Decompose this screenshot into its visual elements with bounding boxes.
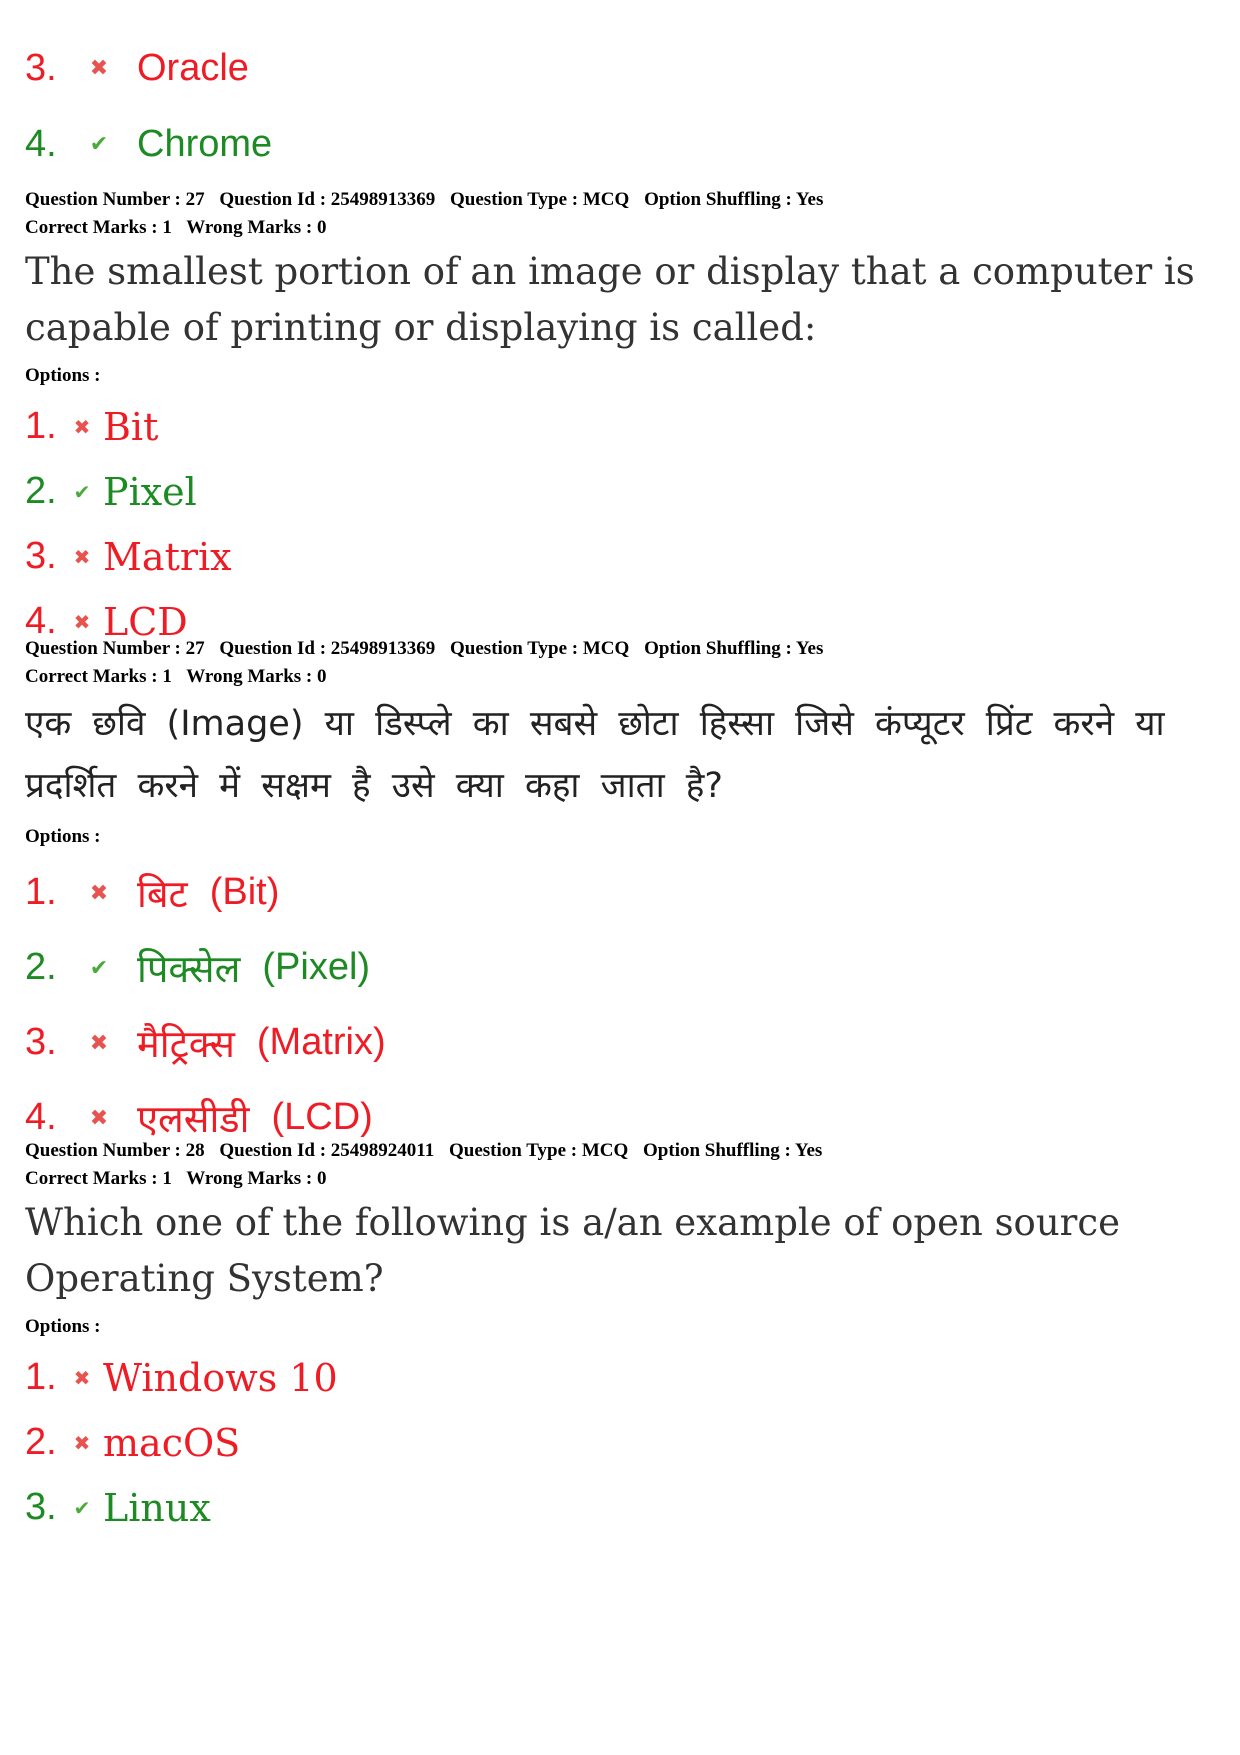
option-shuffling: Option Shuffling : Yes xyxy=(644,189,824,210)
option-number: 3. xyxy=(25,535,57,577)
check-icon: ✔ xyxy=(89,131,109,156)
option-number: 4. xyxy=(25,122,57,165)
option-2 xyxy=(25,1410,1225,1475)
option-1 xyxy=(25,394,1225,459)
option-text: Matrix xyxy=(103,534,232,579)
option-number: 3. xyxy=(25,46,57,89)
cross-icon: ✖ xyxy=(73,1365,91,1390)
option-number: 1. xyxy=(25,871,57,913)
option-text: Oracle xyxy=(137,46,249,89)
question-marks xyxy=(25,214,1225,242)
option-2 xyxy=(25,459,1225,524)
question-number: Question Number : 28 xyxy=(25,1140,205,1161)
option-3 xyxy=(25,524,1225,589)
option-3 xyxy=(25,1475,1225,1540)
question-number: Question Number : 27 xyxy=(25,189,205,210)
option-text: Chrome xyxy=(137,122,273,165)
option-number: 2. xyxy=(25,946,57,988)
wrong-marks: Wrong Marks : 0 xyxy=(186,217,327,238)
cross-icon: ✖ xyxy=(73,414,91,439)
option-text: (Matrix) xyxy=(256,1021,386,1063)
option-number: 1. xyxy=(25,405,57,447)
cross-icon: ✖ xyxy=(73,544,91,569)
wrong-marks: Wrong Marks : 0 xyxy=(186,666,327,687)
option-text: LCD xyxy=(103,599,188,644)
option-number: 4. xyxy=(25,1096,57,1138)
option-text-hindi: पिक्सेल xyxy=(137,948,241,991)
cross-icon: ✖ xyxy=(89,55,109,80)
option-number: 3. xyxy=(25,1486,57,1528)
question-text: Which one of the following is a/an example of open source Operating System? xyxy=(25,1201,1120,1300)
option-text: Bit xyxy=(103,404,159,449)
option-number: 1. xyxy=(25,1356,57,1398)
option-number: 3. xyxy=(25,1021,57,1063)
option-text: Linux xyxy=(103,1485,211,1530)
option-number: 2. xyxy=(25,470,57,512)
question-meta xyxy=(25,635,1225,663)
option-text-hindi: एलसीडी xyxy=(137,1098,250,1141)
cross-icon: ✖ xyxy=(89,1029,109,1055)
question-block xyxy=(25,186,1225,654)
option-text: (Bit) xyxy=(209,871,280,913)
option-number: 4. xyxy=(25,600,57,642)
option-text: (LCD) xyxy=(271,1096,373,1138)
question-id: Question Id : 25498924011 xyxy=(219,1140,435,1161)
question-id: Question Id : 25498913369 xyxy=(219,638,436,659)
option-text: Pixel xyxy=(103,469,197,514)
option-text: macOS xyxy=(103,1420,241,1465)
question-block xyxy=(25,1137,1225,1540)
previous-question-options xyxy=(25,30,272,182)
question-meta xyxy=(25,1137,1225,1165)
question-number: Question Number : 27 xyxy=(25,638,205,659)
cross-icon: ✖ xyxy=(73,1430,91,1455)
check-icon: ✔ xyxy=(73,1495,91,1520)
question-text: एक छवि (Image) या डिस्प्ले का सबसे छोटा हिस्सा जिसे कंप्यूटर प्रिंट करने या प्रदर्शित करने में सक्षम है उसे क्या कहा जाता है? xyxy=(25,704,1165,806)
cross-icon: ✖ xyxy=(73,609,91,634)
option-3 xyxy=(25,1005,1225,1080)
option-1 xyxy=(25,1345,1225,1410)
question-block-hindi xyxy=(25,635,1225,1155)
check-icon: ✔ xyxy=(89,954,109,980)
question-text: The smallest portion of an image or display that a computer is capable of printing or displaying is called: xyxy=(25,250,1195,349)
question-marks xyxy=(25,1165,1225,1193)
options-label: Options : xyxy=(25,365,101,386)
option-number: 2. xyxy=(25,1421,57,1463)
options-label: Options : xyxy=(25,1316,101,1337)
correct-marks: Correct Marks : 1 xyxy=(25,666,172,687)
option-text: (Pixel) xyxy=(262,946,371,988)
question-type: Question Type : MCQ xyxy=(448,1140,629,1161)
question-marks xyxy=(25,663,1225,691)
question-type: Question Type : MCQ xyxy=(450,189,630,210)
option-text: Windows 10 xyxy=(103,1355,338,1400)
question-meta xyxy=(25,186,1225,214)
option-shuffling: Option Shuffling : Yes xyxy=(643,1140,823,1161)
option-2 xyxy=(25,930,1225,1005)
option-1 xyxy=(25,855,1225,930)
option-text-hindi: बिट xyxy=(137,873,188,916)
option-shuffling: Option Shuffling : Yes xyxy=(644,638,824,659)
option-4 xyxy=(25,106,272,182)
option-3 xyxy=(25,30,272,106)
cross-icon: ✖ xyxy=(89,879,109,905)
question-type: Question Type : MCQ xyxy=(450,638,630,659)
option-text-hindi: मैट्रिक्स xyxy=(137,1023,235,1066)
cross-icon: ✖ xyxy=(89,1104,109,1130)
correct-marks: Correct Marks : 1 xyxy=(25,1168,172,1189)
check-icon: ✔ xyxy=(73,479,91,504)
wrong-marks: Wrong Marks : 0 xyxy=(186,1168,327,1189)
question-id: Question Id : 25498913369 xyxy=(219,189,436,210)
correct-marks: Correct Marks : 1 xyxy=(25,217,172,238)
options-label: Options : xyxy=(25,826,101,847)
